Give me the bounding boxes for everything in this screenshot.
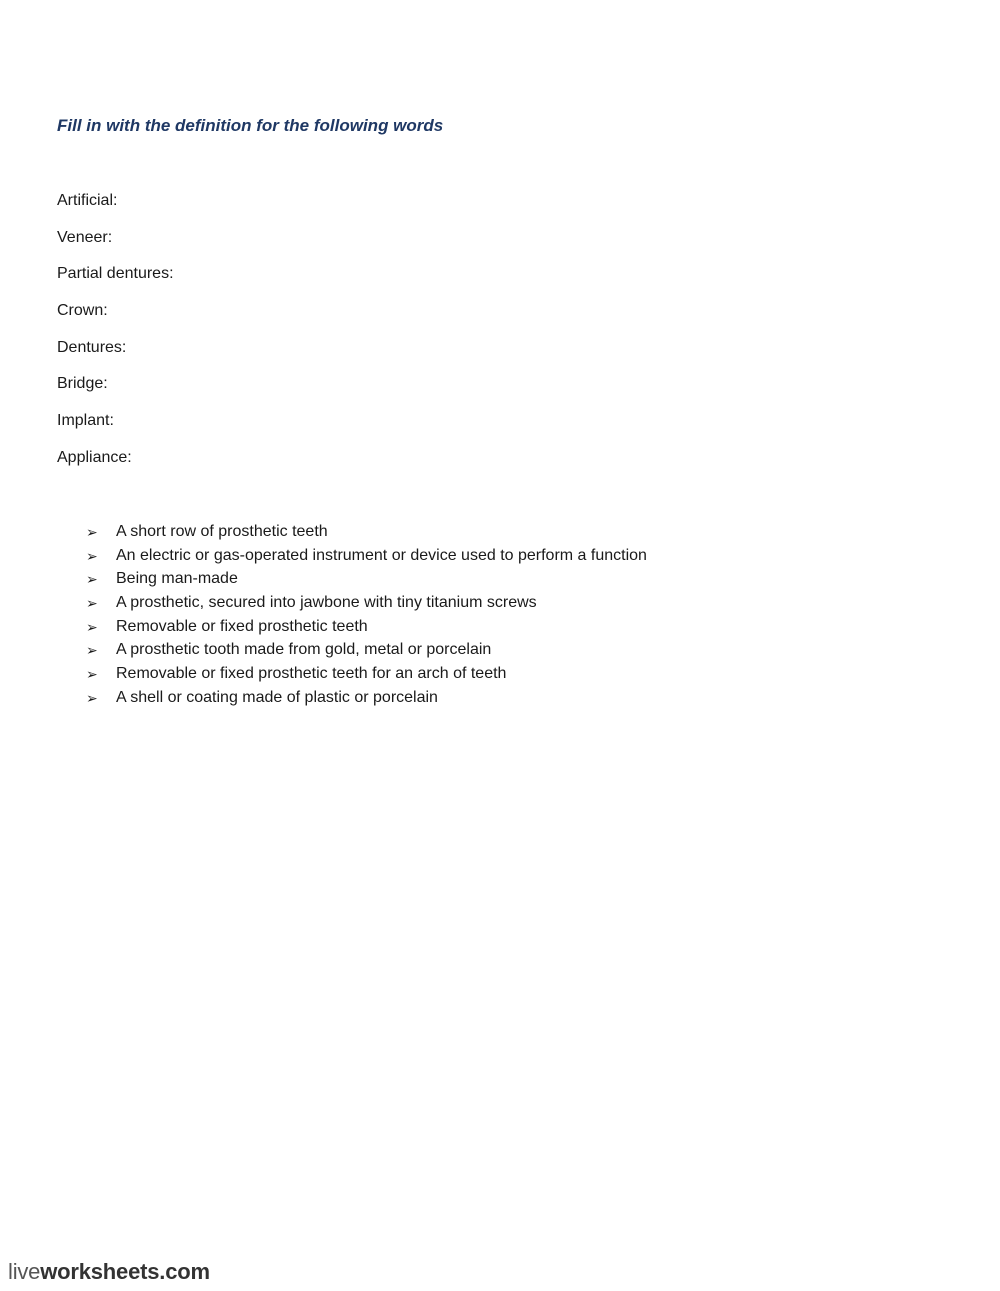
- definition-text: An electric or gas-operated instrument or device used to perform a function: [116, 546, 647, 564]
- arrow-bullet-icon: ➢: [86, 689, 98, 706]
- term-item: Dentures:: [57, 338, 127, 356]
- definition-item: [86, 662, 647, 686]
- definition-text: A short row of prosthetic teeth: [116, 522, 328, 540]
- definition-item: [86, 520, 647, 544]
- arrow-bullet-icon: ➢: [86, 618, 98, 635]
- definition-text: Removable or fixed prosthetic teeth: [116, 617, 368, 635]
- term-item: Bridge:: [57, 375, 108, 393]
- term-item: Artificial:: [57, 192, 118, 209]
- definition-text: Removable or fixed prosthetic teeth for an arch of teeth: [116, 664, 507, 682]
- definition-item: [86, 567, 647, 591]
- term-item: Implant:: [57, 412, 114, 430]
- arrow-bullet-icon: ➢: [86, 665, 98, 682]
- logo-suffix-text: .com: [159, 1259, 210, 1284]
- terms-list: [57, 191, 174, 485]
- definition-item: [86, 591, 647, 615]
- logo-light-text: live: [8, 1259, 41, 1284]
- definition-text: Being man-made: [116, 570, 238, 588]
- definition-text: A shell or coating made of plastic or porcelain: [116, 688, 438, 706]
- definition-text: A prosthetic, secured into jawbone with tiny titanium screws: [116, 593, 537, 611]
- definition-text: A prosthetic tooth made from gold, metal or porcelain: [116, 641, 492, 659]
- definition-item: [86, 638, 647, 662]
- term-item: Partial dentures:: [57, 265, 174, 283]
- arrow-bullet-icon: ➢: [86, 523, 98, 540]
- definition-item: [86, 615, 647, 639]
- arrow-bullet-icon: ➢: [86, 594, 98, 611]
- definitions-list: [86, 520, 647, 710]
- arrow-bullet-icon: ➢: [86, 571, 98, 588]
- liveworksheets-logo[interactable]: [8, 1259, 210, 1285]
- term-item: Veneer:: [57, 228, 113, 246]
- definition-item: [86, 544, 647, 568]
- logo-bold-text: worksheets: [40, 1259, 160, 1284]
- worksheet-title: Fill in with the definition for the following words: [57, 116, 444, 135]
- arrow-bullet-icon: ➢: [86, 547, 98, 564]
- term-item: Appliance:: [57, 448, 132, 466]
- term-item: Crown:: [57, 302, 108, 320]
- arrow-bullet-icon: ➢: [86, 642, 98, 659]
- definition-item: [86, 686, 647, 710]
